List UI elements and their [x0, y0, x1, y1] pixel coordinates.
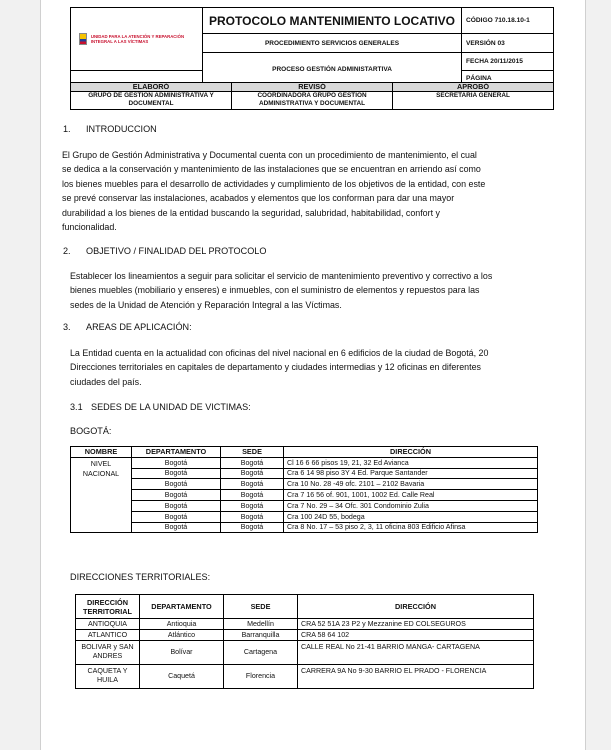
elaboro-label: ELABORÓ	[71, 83, 232, 92]
territorial-cell: BOLIVAR y SAN ANDRES	[76, 640, 140, 664]
sede-cell: Bogotá	[221, 479, 284, 490]
territoriales-label: DIRECCIONES TERRITORIALES:	[70, 572, 211, 582]
reviso-value: COORDINADORA GRUPO GESTIÓN ADMINISTRATIVA Y DOCUMENTAL	[232, 92, 393, 110]
direccion-cell: Cra 6 14 98 piso 3Y 4 Ed. Parque Santander	[284, 468, 538, 479]
direccion-cell: CRA 58 64 102	[298, 629, 534, 640]
table-row	[71, 490, 538, 501]
aprobo-value: SECRETARIA GENERAL	[393, 92, 554, 110]
section-1-paragraph	[62, 148, 556, 234]
paragraph-line: Establecer los lineamientos a seguir para solicitar el servicio de mantenimiento preventivo y correctivo a los	[70, 271, 493, 281]
table-row	[71, 511, 538, 522]
territorial-cell: ANTIOQUIA	[76, 619, 140, 630]
aprobo-label: APROBÓ	[393, 83, 554, 92]
sede-cell: Medellín	[224, 619, 298, 630]
document-page	[40, 0, 586, 750]
direccion-cell: Cra 7 16 56 of. 901, 1001, 1002 Ed. Calle Real	[284, 490, 538, 501]
direccion-cell: CARRERA 9A No 9-30 BARRIO EL PRADO - FLORENCIA	[298, 664, 534, 688]
proceso: PROCESO GESTIÓN ADMINISTARTIVA	[203, 53, 462, 87]
column-header: DIRECCIÓN	[298, 595, 534, 619]
sede-cell: Bogotá	[221, 511, 284, 522]
direccion-cell: Cra 100 24D 55, bodega	[284, 511, 538, 522]
section-3-paragraph	[70, 346, 554, 389]
paragraph-line: durabilidad a los bienes de la entidad buscando la seguridad, salubridad, habitabilidad, confort y	[62, 207, 440, 218]
elaboro-value: GRUPO DE GESTIÓN ADMINISTRATIVA Y DOCUMENTAL	[71, 92, 232, 110]
table-header-row	[76, 595, 534, 619]
departamento-cell: Bolívar	[140, 640, 224, 664]
direccion-cell: Cra 7 No. 29 – 34 Ofc. 301 Condominio Zulia	[284, 500, 538, 511]
table-row	[71, 522, 538, 533]
territorial-cell: CAQUETA Y HUILA	[76, 664, 140, 688]
section-1-heading: INTRODUCCION	[86, 124, 157, 134]
section-2-number: 2.	[63, 246, 71, 256]
paragraph-line: funcionalidad.	[62, 222, 117, 233]
subsection-3-1-number: 3.1	[70, 402, 83, 412]
logo-cell	[71, 8, 203, 71]
section-3-number: 3.	[63, 322, 71, 332]
column-header: DEPARTAMENTO	[140, 595, 224, 619]
departamento-cell: Antioquia	[140, 619, 224, 630]
paragraph-line: se dedica a la conservación y mantenimiento de las instalaciones que se encuentran en arriendo así como	[62, 164, 481, 175]
direccion-cell: Cra 8 No. 17 – 53 piso 2, 3, 11 oficina 803 Edificio Afinsa	[284, 522, 538, 533]
table-header-row	[71, 447, 538, 458]
departamento-cell: Bogotá	[132, 490, 221, 501]
codigo: CÓDIGO 710.18.10-1	[462, 8, 554, 34]
section-2-paragraph	[70, 269, 554, 312]
section-3-heading: AREAS DE APLICACIÓN:	[86, 322, 192, 332]
direccion-cell: CRA 52 51A 23 P2 y Mezzanine ED COLSEGUROS	[298, 619, 534, 630]
column-header: NOMBRE	[71, 447, 132, 458]
territoriales-table	[75, 594, 534, 689]
paragraph-line: Direcciones territoriales en capitales de departamento y ciudades intermedias y 12 oficinas en diferentes	[70, 362, 481, 373]
departamento-cell: Bogotá	[132, 479, 221, 490]
territorial-cell: ATLANTICO	[76, 629, 140, 640]
sede-cell: Bogotá	[221, 457, 284, 468]
paragraph-line: El Grupo de Gestión Administrativa y Documental cuenta con un procedimiento de mantenimiento, el cual	[62, 150, 477, 160]
paragraph-line: los bienes muebles para el desarrollo de actividades y cumplimiento de los objetivos de la entidad, con este	[62, 178, 486, 189]
subsection-3-1-heading: SEDES DE LA UNIDAD DE VICTIMAS:	[91, 402, 251, 412]
version: VERSIÓN 03	[462, 34, 554, 53]
reviso-label: REVISÓ	[232, 83, 393, 92]
departamento-cell: Bogotá	[132, 511, 221, 522]
paragraph-line: La Entidad cuenta en la actualidad con oficinas del nivel nacional en 6 edificios de la ciudad de Bogotá, 20	[70, 348, 489, 358]
sede-cell: Cartagena	[224, 640, 298, 664]
departamento-cell: Bogotá	[132, 457, 221, 468]
sede-cell: Florencia	[224, 664, 298, 688]
procedimiento: PROCEDIMIENTO SERVICIOS GENERALES	[203, 34, 462, 53]
column-header: DEPARTAMENTO	[132, 447, 221, 458]
direccion-cell: Cl 16 6 66 pisos 19, 21, 32 Ed Avianca	[284, 457, 538, 468]
departamento-cell: Bogotá	[132, 500, 221, 511]
sede-cell: Bogotá	[221, 500, 284, 511]
pagina: PÁGINA	[462, 71, 554, 87]
colombia-flag-icon	[79, 33, 87, 45]
sede-cell: Barranquilla	[224, 629, 298, 640]
document-title: PROTOCOLO MANTENIMIENTO LOCATIVO	[203, 8, 462, 34]
table-row	[71, 479, 538, 490]
table-row	[71, 468, 538, 479]
bogota-table	[70, 446, 538, 533]
table-row	[76, 619, 534, 630]
nombre-line: NIVEL	[90, 459, 112, 468]
direccion-cell: Cra 10 No. 28 -49 ofc. 2101 – 2102 Bavaria	[284, 479, 538, 490]
section-1-number: 1.	[63, 124, 71, 134]
document-header-table	[70, 7, 554, 87]
logo-text: UNIDAD PARA LA ATENCIÓN Y REPARACIÓN INTEGRAL A LAS VÍCTIMAS	[90, 34, 185, 44]
paragraph-line: sedes de la Unidad de Atención y Reparación Integral a las Víctimas.	[70, 299, 342, 310]
table-row	[71, 500, 538, 511]
nombre-line: NACIONAL	[82, 470, 120, 479]
fecha: FECHA 20/11/2015	[462, 53, 554, 71]
paragraph-line: bienes muebles (mobiliario y enseres) e inmuebles, con el suministro de elementos y repuestos para las	[70, 285, 480, 296]
direccion-cell: CALLE REAL No 21-41 BARRIO MANGA- CARTAGENA	[298, 640, 534, 664]
paragraph-line: se prevé conservar las instalaciones, acabados y elementos que los conforman para dar una mayor	[62, 193, 455, 204]
section-2-heading: OBJETIVO / FINALIDAD DEL PROTOCOLO	[86, 246, 267, 256]
departamento-cell: Bogotá	[132, 522, 221, 533]
unit-logo	[71, 33, 202, 45]
table-row	[76, 640, 534, 664]
departamento-cell: Caquetá	[140, 664, 224, 688]
column-header: SEDE	[221, 447, 284, 458]
sede-cell: Bogotá	[221, 468, 284, 479]
table-row	[71, 457, 538, 468]
column-header: DIRECCIÓN TERRITORIAL	[76, 595, 140, 619]
bogota-label: BOGOTÁ:	[70, 426, 112, 436]
signature-table	[70, 82, 554, 110]
table-row	[76, 629, 534, 640]
nivel-nacional-cell	[71, 457, 132, 533]
sede-cell: Bogotá	[221, 522, 284, 533]
column-header: SEDE	[224, 595, 298, 619]
departamento-cell: Bogotá	[132, 468, 221, 479]
table-row	[76, 664, 534, 688]
paragraph-line: ciudades del país.	[70, 376, 142, 387]
sede-cell: Bogotá	[221, 490, 284, 501]
departamento-cell: Atlántico	[140, 629, 224, 640]
column-header: DIRECCIÓN	[284, 447, 538, 458]
